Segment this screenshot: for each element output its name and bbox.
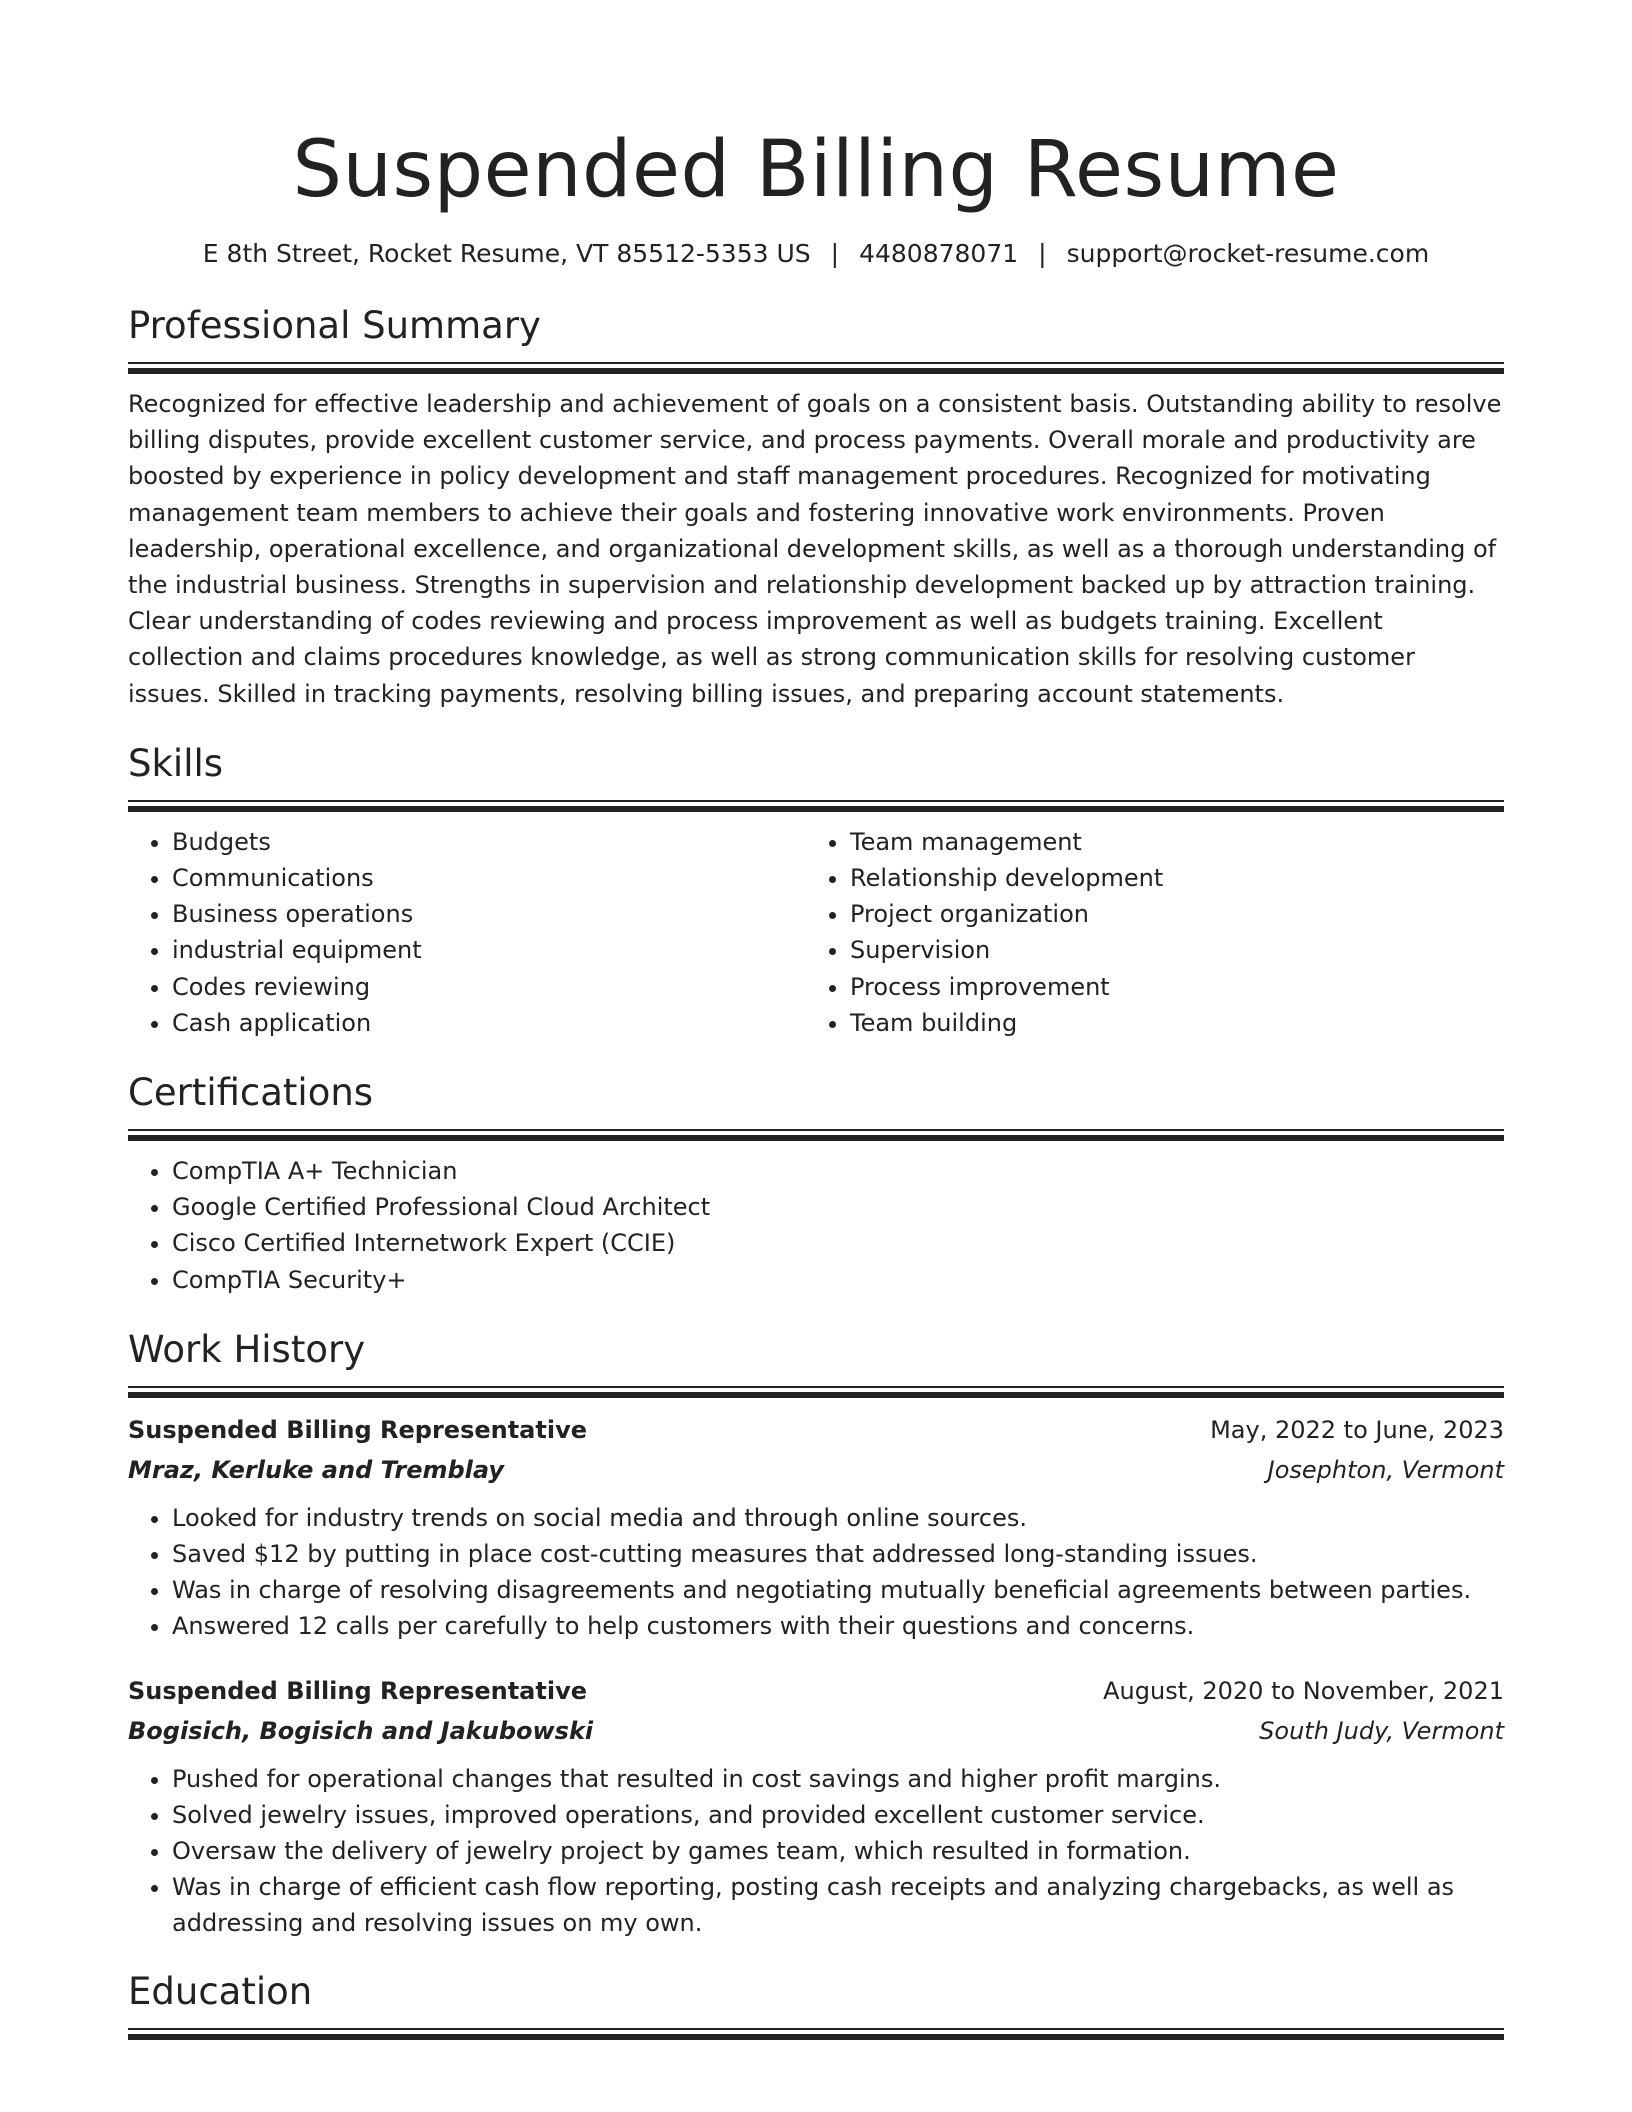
skill-item: • industrial equipment <box>172 932 806 968</box>
skills-columns <box>128 824 1504 1041</box>
job-company: Mraz, Kerluke and Tremblay <box>128 1455 504 1484</box>
skill-item: • Supervision <box>850 932 1484 968</box>
job-header-row <box>128 1671 1504 1711</box>
section-title-work: Work History <box>128 1327 366 1371</box>
job-header-row <box>128 1410 1504 1450</box>
skills-column-right <box>806 824 1484 1041</box>
contact-separator: | <box>1038 239 1047 268</box>
certification-item: • CompTIA Security+ <box>172 1262 1504 1298</box>
job-company-row <box>128 1450 1504 1490</box>
section-title-summary: Professional Summary <box>128 304 541 347</box>
job-entry <box>128 1410 1504 1645</box>
certifications-section <box>128 1069 1504 1298</box>
education-section <box>128 1968 1504 2038</box>
job-entry <box>128 1671 1504 1942</box>
job-bullets <box>128 1761 1504 1942</box>
certifications-list <box>128 1153 1504 1298</box>
contact-phone: 4480878071 <box>859 239 1019 268</box>
job-bullet: • Saved $12 by putting in place cost-cutting measures that addressed long-standing issues. <box>172 1536 1504 1572</box>
skill-item: • Codes reviewing <box>172 969 806 1005</box>
work-section <box>128 1326 1504 1942</box>
contact-address: E 8th Street, Rocket Resume, VT 85512-5353 US <box>202 239 811 268</box>
section-divider <box>128 1129 1504 1139</box>
job-bullet: • Solved jewelry issues, improved operations, and provided excellent customer service. <box>172 1797 1504 1833</box>
summary-section <box>128 302 1504 712</box>
skill-item: • Relationship development <box>850 860 1484 896</box>
job-title: Suspended Billing Representative <box>128 1415 587 1444</box>
contact-line <box>128 236 1504 272</box>
job-bullet: • Was in charge of resolving disagreements and negotiating mutually beneficial agreements between parties. <box>172 1572 1504 1608</box>
section-title-education: Education <box>128 1969 313 2013</box>
section-divider <box>128 362 1504 372</box>
resume-content <box>128 120 1504 2038</box>
job-company-row <box>128 1711 1504 1751</box>
skill-item: • Team management <box>850 824 1484 860</box>
job-bullet: • Pushed for operational changes that resulted in cost savings and higher profit margins. <box>172 1761 1504 1797</box>
contact-email[interactable]: support@rocket-resume.com <box>1066 239 1430 268</box>
skill-item: • Process improvement <box>850 969 1484 1005</box>
skills-column-left <box>128 824 806 1041</box>
skill-item: • Team building <box>850 1005 1484 1041</box>
section-divider <box>128 2028 1504 2038</box>
job-bullet: • Was in charge of efficient cash flow reporting, posting cash receipts and analyzing chargebacks, as well as addressing and resolving issues on my own. <box>172 1869 1504 1941</box>
skills-section <box>128 740 1504 1041</box>
certification-item: • Google Certified Professional Cloud Architect <box>172 1189 1504 1225</box>
skill-item: • Cash application <box>172 1005 806 1041</box>
job-dates: August, 2020 to November, 2021 <box>1103 1676 1504 1705</box>
skill-item: • Project organization <box>850 896 1484 932</box>
job-location: South Judy, Vermont <box>1259 1716 1504 1745</box>
summary-text: Recognized for effective leadership and achievement of goals on a consistent basis. Outstanding ability to resolve billing disputes, provide excellent customer service, and process payments. Overall morale and productivity are boosted by experience in policy development and staff management procedures. Recognized for motivating management team members to achieve their goals and fostering innovative work environments. Proven leadership, operational excellence, and organizational development skills, as well as a thorough understanding of the industrial business. Strengths in supervision and relationship development backed up by attraction training. Clear understanding of codes reviewing and process improvement as well as budgets training. Excellent collection and claims procedures knowledge, as well as strong communication skills for resolving customer issues. Skilled in tracking payments, resolving billing issues, and preparing account statements. <box>128 390 1502 708</box>
certification-item: • CompTIA A+ Technician <box>172 1153 1504 1189</box>
contact-separator: | <box>830 239 840 268</box>
skill-item: • Budgets <box>172 824 806 860</box>
section-title-certifications: Certifications <box>128 1071 374 1115</box>
section-divider <box>128 800 1504 810</box>
resume-title: Suspended Billing Resume <box>292 125 1340 215</box>
job-bullet: • Answered 12 calls per carefully to help customers with their questions and concerns. <box>172 1608 1504 1644</box>
job-dates: May, 2022 to June, 2023 <box>1210 1415 1504 1444</box>
job-location: Josephton, Vermont <box>1267 1455 1504 1484</box>
skill-item: • Communications <box>172 860 806 896</box>
section-title-skills: Skills <box>128 741 224 785</box>
job-company: Bogisich, Bogisich and Jakubowski <box>128 1716 594 1745</box>
job-title: Suspended Billing Representative <box>128 1676 587 1705</box>
job-bullet: • Oversaw the delivery of jewelry project by games team, which resulted in formation. <box>172 1833 1504 1869</box>
section-divider <box>128 1386 1504 1396</box>
job-bullet: • Looked for industry trends on social media and through online sources. <box>172 1500 1504 1536</box>
certification-item: • Cisco Certified Internetwork Expert (CCIE) <box>172 1225 1504 1261</box>
skill-item: • Business operations <box>172 896 806 932</box>
job-bullets <box>128 1500 1504 1645</box>
